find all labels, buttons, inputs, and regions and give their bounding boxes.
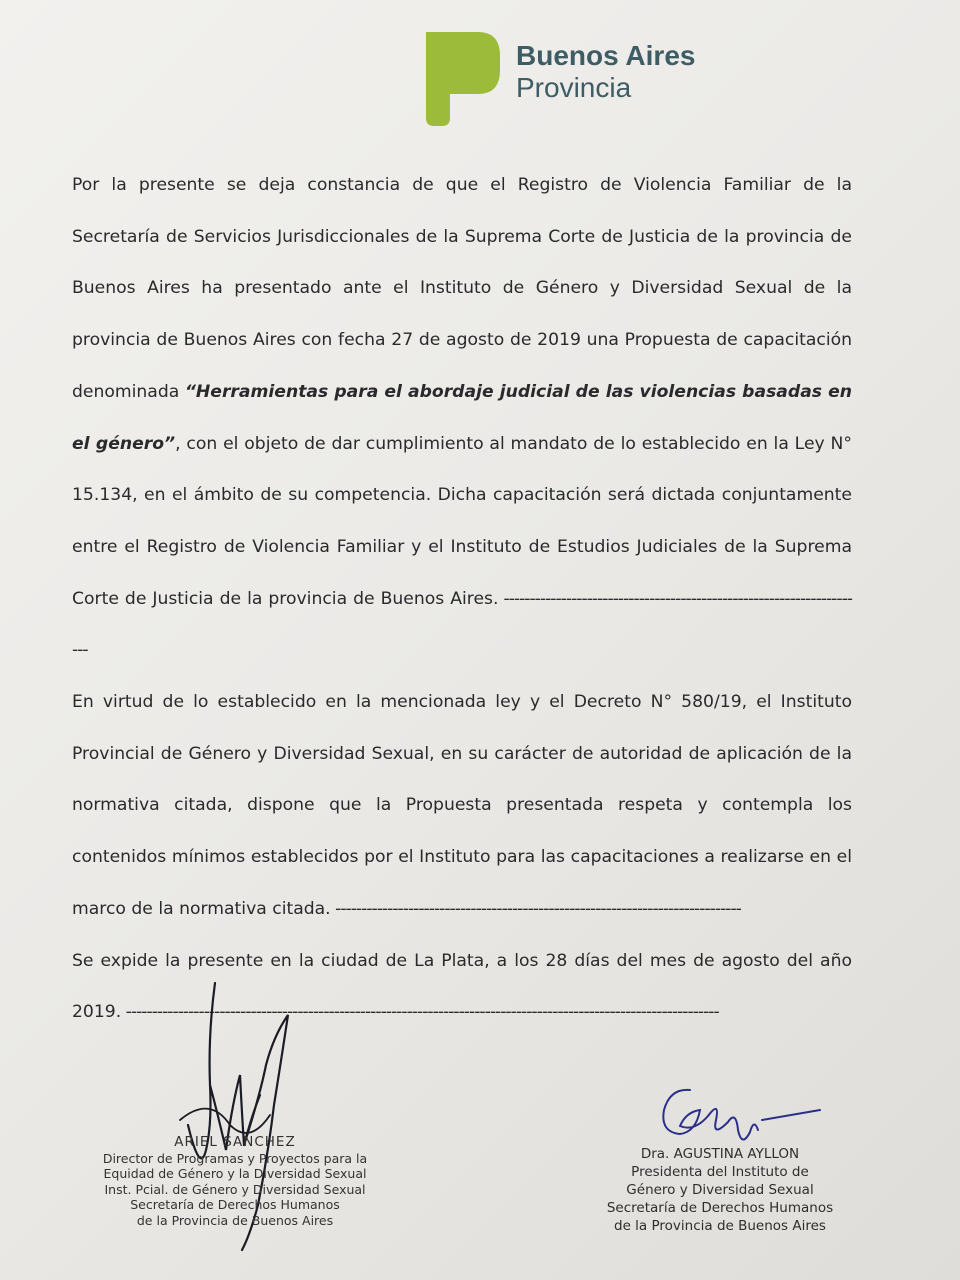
left-signer-name: ARIEL SANCHEZ [174, 1134, 296, 1150]
paragraph-2-text: En virtud de lo establecido en la mencionada ley y el Decreto N° 580/19, el Instituto Provincial de Género y Diversidad Sexual, en su carácter de autoridad de aplicación de la normativa citada, dispone que la Propuesta presentada respeta y contempla los contenidos mínimos establecidos por el Instituto para las capacitaciones a realizarse en el marco de la normativa citada. [72, 692, 852, 919]
right-signer-name: Dra. AGUSTINA AYLLON [640, 1146, 800, 1162]
dash-line: ------------------------------------------------------------------------------ [330, 898, 741, 919]
logo-title: Buenos Aires [516, 40, 696, 71]
document-body [72, 160, 852, 1039]
right-signer-title-line: Secretaría de Derechos Humanos [606, 1200, 834, 1216]
province-logo [420, 28, 720, 128]
left-signer-title-line: Director de Programas y Proyectos para la [102, 1150, 368, 1166]
right-signer-title-line: Género y Diversidad Sexual [626, 1182, 814, 1198]
province-logo-icon [420, 28, 502, 128]
left-signature-block [100, 1135, 370, 1228]
paragraph-2 [72, 677, 852, 936]
paragraph-1-text-end: , con el objeto de dar cumplimiento al mandato de lo establecido en la Ley N° 15.134, en el ámbito de su competencia. Dicha capacitación será dictada conjuntamente entre el Registro de Violencia Familiar y el Instituto de Estudios Judiciales de la Suprema Corte de Justicia de la provincia de Buenos Aires. [72, 433, 852, 609]
right-signer-title-line: Presidenta del Instituto de [631, 1164, 809, 1180]
right-signer-title-line: de la Provincia de Buenos Aires [614, 1218, 826, 1234]
left-signer-title-line: de la Provincia de Buenos Aires [136, 1212, 334, 1228]
paragraph-1 [72, 160, 852, 677]
left-signer-title-line: Inst. Pcial. de Género y Diversidad Sexual [104, 1181, 366, 1197]
left-signer-title-line: Equidad de Género y la Diversidad Sexual [103, 1166, 367, 1181]
logo-subtitle: Provincia [516, 72, 632, 103]
paragraph-1-text: Por la presente se deja constancia de que el Registro de Violencia Familiar de la Secretaría de Servicios Jurisdiccionales de la Suprema Corte de Justicia de la provincia de Buenos Aires ha presentado ante el Instituto de Género y Diversidad Sexual de la provincia de Buenos Aires con fecha 27 de agosto de 2019 una Propuesta de capacitación denominada [72, 175, 852, 402]
dash-line: ------------------------------------------------------------------------------------------------------------------ [121, 1002, 719, 1023]
dash-line: ---------------------------------------------------------------------- [72, 588, 852, 661]
right-signature-block [600, 1145, 840, 1235]
training-title: “Herramientas para el abordaje judicial de las violencias basadas en el género” [72, 381, 852, 454]
paragraph-3-text: Se expide la presente en la ciudad de La Plata, a los 28 días del mes de agosto del año 2019. [72, 950, 852, 1023]
left-signer-title-line: Secretaría de Derechos Humanos [130, 1197, 340, 1212]
